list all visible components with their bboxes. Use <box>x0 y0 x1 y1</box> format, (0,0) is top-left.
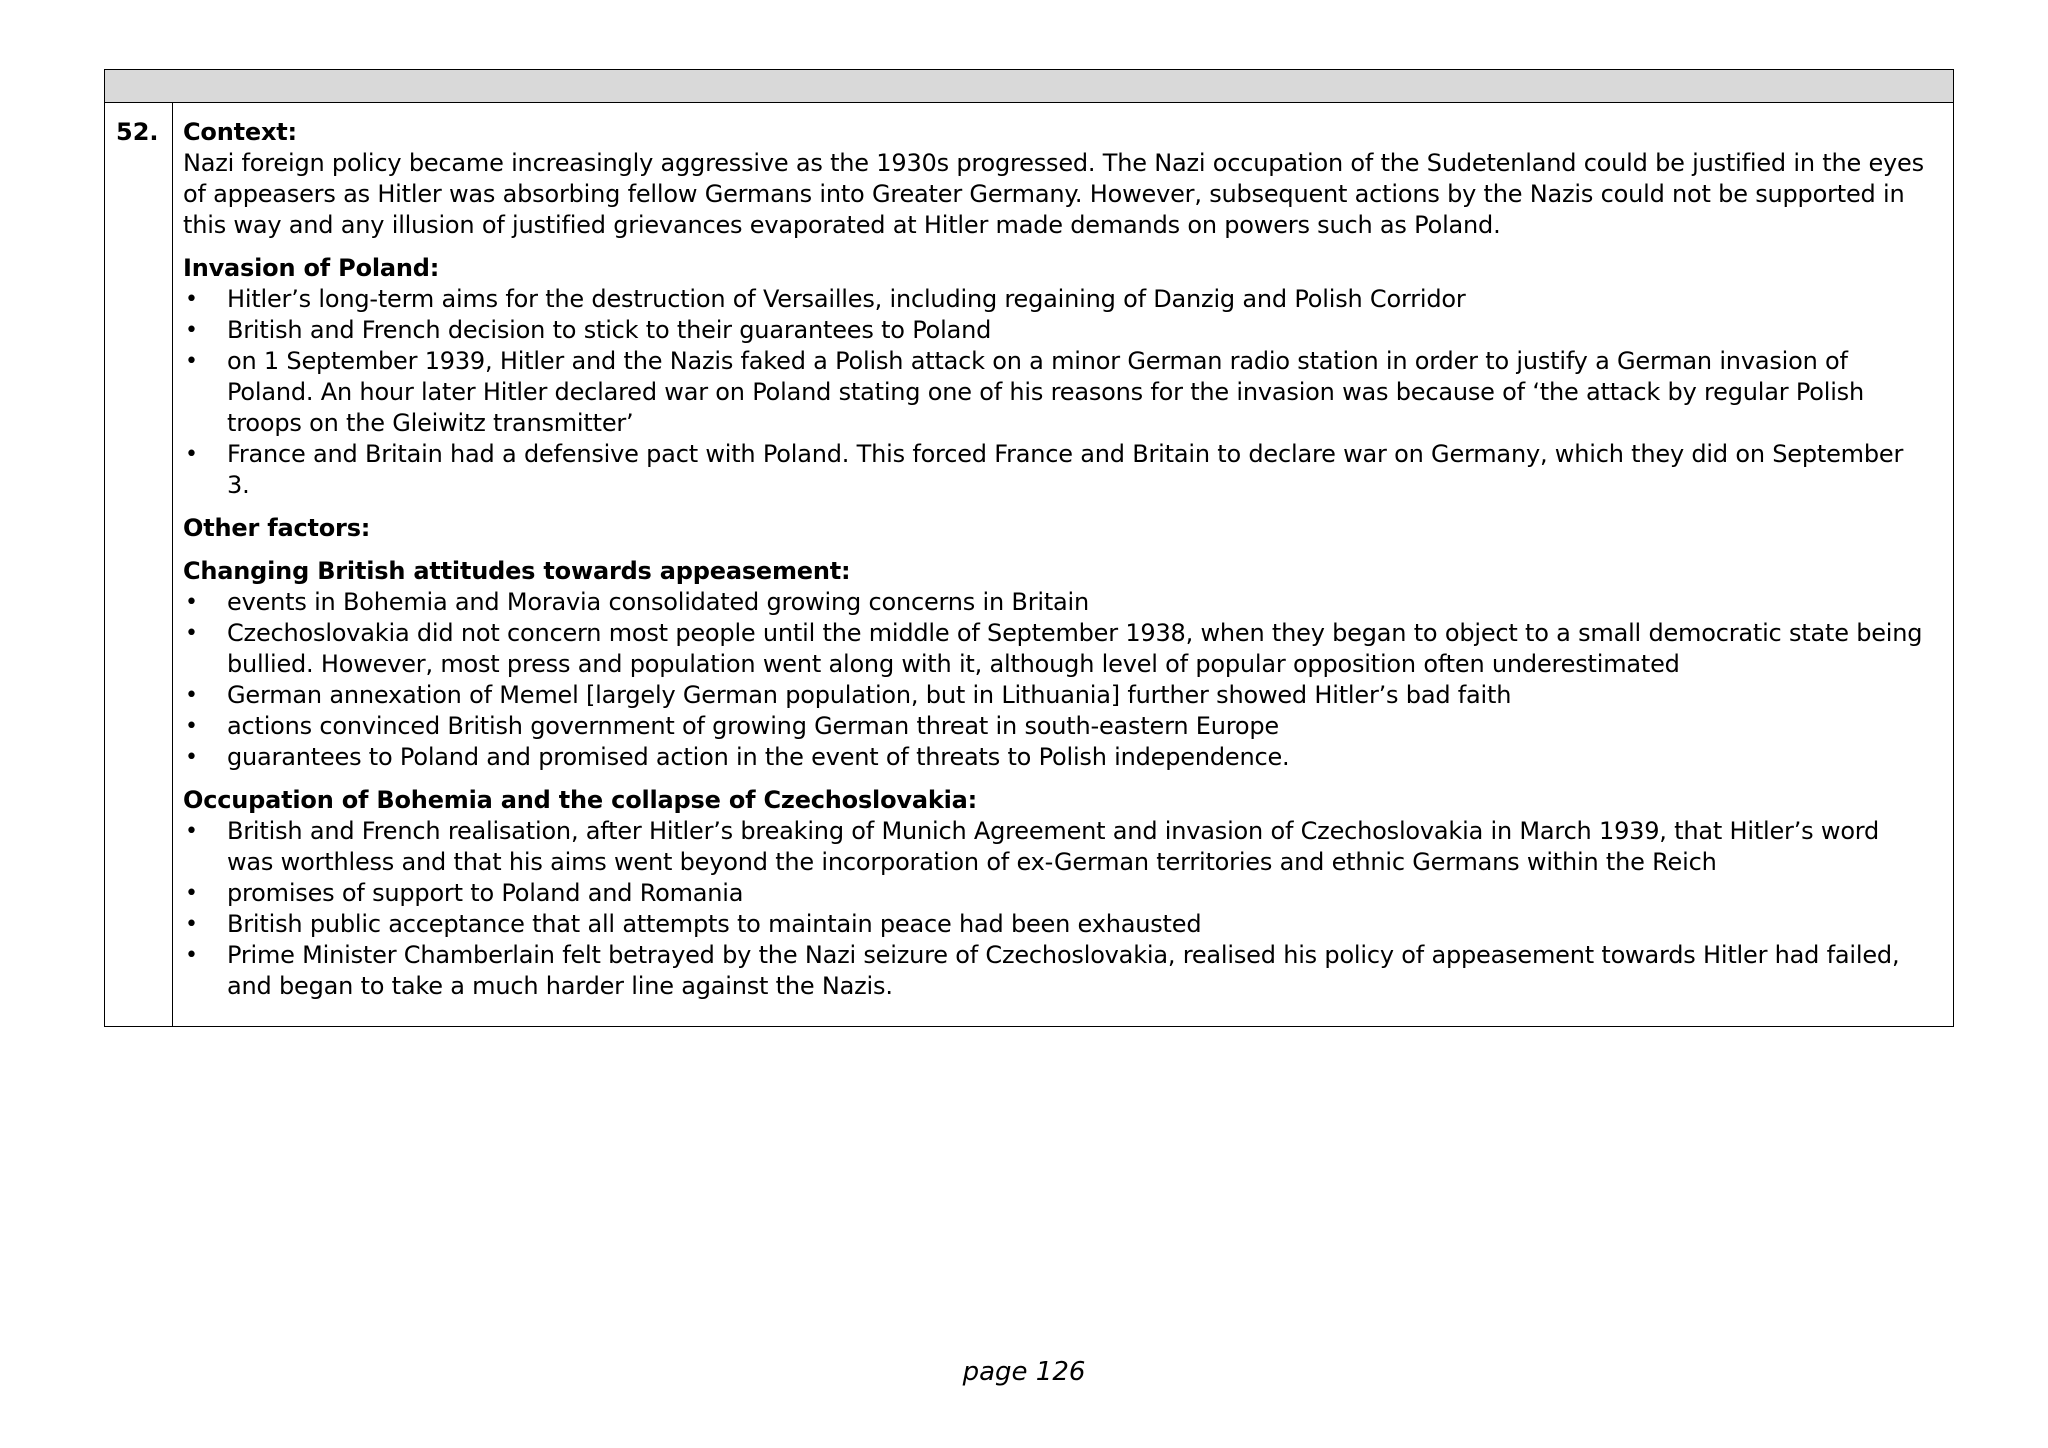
list-item: • Prime Minister Chamberlain felt betrayed by the Nazi seizure of Czechoslovakia, realised his policy of appeasement towards Hitler had failed, and began to take a much harder line against the Nazis. <box>183 940 1925 1002</box>
bohemia-section <box>183 785 1925 1002</box>
bohemia-heading: Occupation of Bohemia and the collapse of Czechoslovakia: <box>183 786 977 814</box>
british-attitudes-section <box>183 556 1925 773</box>
context-heading: Context: <box>183 118 297 146</box>
other-factors-heading: Other factors: <box>183 514 371 542</box>
list-item: • actions convinced British government of growing German threat in south-eastern Europe <box>183 711 1925 742</box>
list-item: • British and French decision to stick to their guarantees to Poland <box>183 315 1925 346</box>
invasion-list <box>183 284 1925 501</box>
list-item: • British and French realisation, after Hitler’s breaking of Munich Agreement and invasion of Czechoslovakia in March 1939, that Hitler’s word was worthless and that his aims went beyond the incorporation of ex-German territories and ethnic Germans within the Reich <box>183 816 1925 878</box>
bohemia-list <box>183 816 1925 1002</box>
list-item: • promises of support to Poland and Romania <box>183 878 1925 909</box>
context-section <box>183 117 1925 241</box>
list-item: • guarantees to Poland and promised action in the event of threats to Polish independence. <box>183 742 1925 773</box>
question-number: 52. <box>105 103 173 1026</box>
list-item: • events in Bohemia and Moravia consolidated growing concerns in Britain <box>183 587 1925 618</box>
list-item: • France and Britain had a defensive pact with Poland. This forced France and Britain to declare war on Germany, which they did on September 3. <box>183 439 1925 501</box>
context-text: Nazi foreign policy became increasingly aggressive as the 1930s progressed. The Nazi occupation of the Sudetenland could be justified in the eyes of appeasers as Hitler was absorbing fellow Germans into Greater Germany. However, subsequent actions by the Nazis could not be supported in this way and any illusion of justified grievances evaporated at Hitler made demands on powers such as Poland. <box>183 149 1924 239</box>
table-row <box>105 103 1953 1026</box>
list-item: • Czechoslovakia did not concern most people until the middle of September 1938, when they began to object to a small democratic state being bullied. However, most press and population went along with it, although level of popular opposition often underestimated <box>183 618 1925 680</box>
list-item: • on 1 September 1939, Hitler and the Nazis faked a Polish attack on a minor German radio station in order to justify a German invasion of Poland. An hour later Hitler declared war on Poland stating one of his reasons for the invasion was because of ‘the attack by regular Polish troops on the Gleiwitz transmitter’ <box>183 346 1925 439</box>
list-item: • British public acceptance that all attempts to maintain peace had been exhausted <box>183 909 1925 940</box>
british-attitudes-heading: Changing British attitudes towards appeasement: <box>183 557 851 585</box>
table-header-band <box>105 70 1953 103</box>
page-number: page 126 <box>962 1357 1086 1387</box>
british-attitudes-list <box>183 587 1925 773</box>
list-item: • German annexation of Memel [largely German population, but in Lithuania] further showed Hitler’s bad faith <box>183 680 1925 711</box>
answer-content <box>173 103 1953 1026</box>
invasion-heading: Invasion of Poland: <box>183 254 440 282</box>
list-item: • Hitler’s long-term aims for the destruction of Versailles, including regaining of Danzig and Polish Corridor <box>183 284 1925 315</box>
marking-table <box>104 69 1954 1027</box>
invasion-section <box>183 253 1925 501</box>
other-factors-section <box>183 513 1925 544</box>
